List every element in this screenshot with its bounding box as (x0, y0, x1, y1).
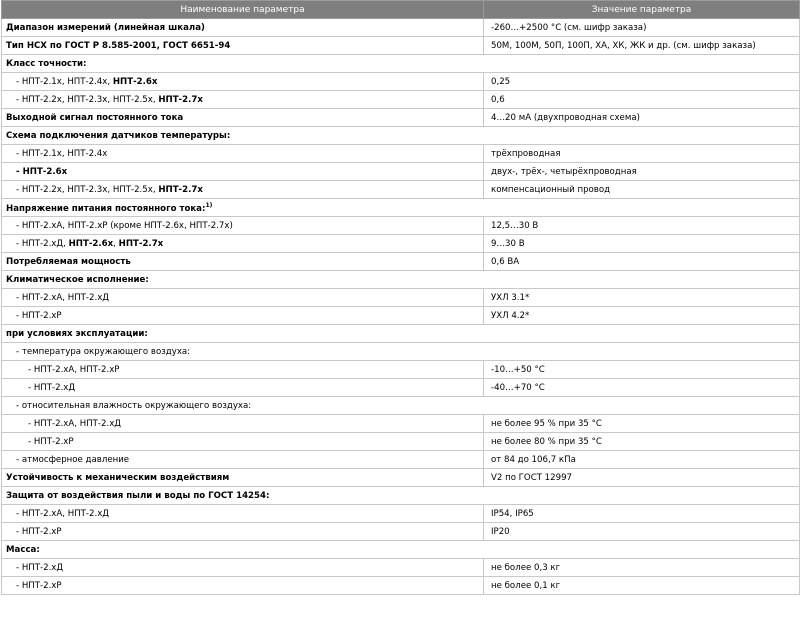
value-cell: УХЛ 3.1* (484, 289, 800, 307)
value-cell: не более 0,3 кг (484, 559, 800, 577)
param-cell: Тип НСХ по ГОСТ Р 8.585-2001, ГОСТ 6651-94 (2, 37, 484, 55)
value-cell: УХЛ 4.2* (484, 307, 800, 325)
subsection-row (2, 343, 800, 361)
section-title: Защита от воздействия пыли и воды по ГОСТ 14254: (2, 487, 800, 505)
table-row (2, 559, 800, 577)
value-cell: -260…+2500 °С (см. шифр заказа) (484, 19, 800, 37)
table-row (2, 19, 800, 37)
param-cell: - НПТ-2.хР (2, 577, 484, 595)
value-cell: трёхпроводная (484, 145, 800, 163)
param-cell: Выходной сигнал постоянного тока (2, 109, 484, 127)
param-text: - (16, 166, 23, 177)
value-cell: не более 95 % при 35 °С (484, 415, 800, 433)
param-model-bold: НПТ-2.6х (22, 166, 68, 177)
value-cell: 0,25 (484, 73, 800, 91)
value-cell: 9…30 В (484, 235, 800, 253)
param-model-bold: НПТ-2.7х (118, 238, 164, 249)
footnote-mark: 1) (205, 202, 213, 209)
table-row (2, 145, 800, 163)
value-cell: 0,6 ВА (484, 253, 800, 271)
value-cell: IP54, IP65 (484, 505, 800, 523)
header-param: Наименование параметра (2, 1, 484, 19)
section-row (2, 487, 800, 505)
value-cell: 12,5…30 В (484, 217, 800, 235)
table-row (2, 523, 800, 541)
table-row (2, 415, 800, 433)
param-cell: - атмосферное давление (2, 451, 484, 469)
param-cell: - НПТ-2.хД (2, 559, 484, 577)
param-cell: Устойчивость к механическим воздействиям (2, 469, 484, 487)
section-row (2, 127, 800, 145)
table-row (2, 73, 800, 91)
value-cell: -10…+50 °С (484, 361, 800, 379)
section-row (2, 325, 800, 343)
subsection-row (2, 397, 800, 415)
value-cell: IP20 (484, 523, 800, 541)
param-cell: - НПТ-2.хР (2, 523, 484, 541)
table-header-row (2, 1, 800, 19)
param-cell: - НПТ-2.хА, НПТ-2.хР (кроме НПТ-2.6х, НПТ-2.7х) (2, 217, 484, 235)
table-row (2, 451, 800, 469)
subsection-title: - температура окружающего воздуха: (2, 343, 800, 361)
section-title (2, 199, 800, 217)
section-title: Масса: (2, 541, 800, 559)
param-text: - НПТ-2.2х, НПТ-2.3х, НПТ-2.5х, (16, 94, 159, 105)
table-row (2, 109, 800, 127)
table-row (2, 307, 800, 325)
section-title: Климатическое исполнение: (2, 271, 800, 289)
param-cell: - НПТ-2.хД (2, 379, 484, 397)
value-cell: 0,6 (484, 91, 800, 109)
param-cell: - НПТ-2.хА, НПТ-2.хД (2, 505, 484, 523)
section-row (2, 199, 800, 217)
param-cell (2, 181, 484, 199)
value-cell: V2 по ГОСТ 12997 (484, 469, 800, 487)
table-row (2, 91, 800, 109)
param-cell: - НПТ-2.хР (2, 433, 484, 451)
param-cell: - НПТ-2.хА, НПТ-2.хД (2, 415, 484, 433)
param-model-bold: НПТ-2.7х (158, 184, 203, 195)
section-text: Напряжение питания постоянного тока: (6, 204, 206, 214)
param-cell: Диапазон измерений (линейная шкала) (2, 19, 484, 37)
param-text: - НПТ-2.2х, НПТ-2.3х, НПТ-2.5х, (16, 184, 159, 195)
param-cell (2, 163, 484, 181)
table-row (2, 379, 800, 397)
table-row (2, 217, 800, 235)
table-row (2, 289, 800, 307)
param-cell (2, 73, 484, 91)
section-row (2, 541, 800, 559)
param-model-bold: НПТ-2.6х (112, 76, 158, 87)
header-value: Значение параметра (484, 1, 800, 19)
subsection-title: - относительная влажность окружающего воздуха: (2, 397, 800, 415)
param-cell: - НПТ-2.1х, НПТ-2.4х (2, 145, 484, 163)
param-cell: - НПТ-2.хА, НПТ-2.хР (2, 361, 484, 379)
param-text: - НПТ-2.1х, НПТ-2.4х, (16, 76, 113, 87)
param-cell: Потребляемая мощность (2, 253, 484, 271)
value-cell: от 84 до 106,7 кПа (484, 451, 800, 469)
section-title: Класс точности: (2, 55, 800, 73)
value-cell: 50М, 100М, 50П, 100П, ХА, ХК, ЖК и др. (см. шифр заказа) (484, 37, 800, 55)
value-cell: не более 0,1 кг (484, 577, 800, 595)
table-row (2, 253, 800, 271)
table-row (2, 577, 800, 595)
section-row (2, 55, 800, 73)
param-cell: - НПТ-2.хА, НПТ-2.хД (2, 289, 484, 307)
param-text: - НПТ-2.хД, (16, 238, 69, 249)
section-row (2, 271, 800, 289)
table-row (2, 469, 800, 487)
value-cell: -40…+70 °С (484, 379, 800, 397)
table-row (2, 181, 800, 199)
value-cell: компенсационный провод (484, 181, 800, 199)
param-text: , (113, 238, 119, 249)
section-title: Схема подключения датчиков температуры: (2, 127, 800, 145)
param-cell (2, 91, 484, 109)
param-model-bold: НПТ-2.6х (68, 238, 114, 249)
table-row (2, 163, 800, 181)
value-cell: не более 80 % при 35 °С (484, 433, 800, 451)
table-row (2, 361, 800, 379)
table-row (2, 433, 800, 451)
param-model-bold: НПТ-2.7х (158, 94, 203, 105)
param-cell (2, 235, 484, 253)
value-cell: 4…20 мА (двухпроводная схема) (484, 109, 800, 127)
parameters-table (1, 0, 800, 595)
value-cell: двух-, трёх-, четырёхпроводная (484, 163, 800, 181)
table-row (2, 235, 800, 253)
param-cell: - НПТ-2.хР (2, 307, 484, 325)
table-row (2, 505, 800, 523)
table-row (2, 37, 800, 55)
section-title: при условиях эксплуатации: (2, 325, 800, 343)
